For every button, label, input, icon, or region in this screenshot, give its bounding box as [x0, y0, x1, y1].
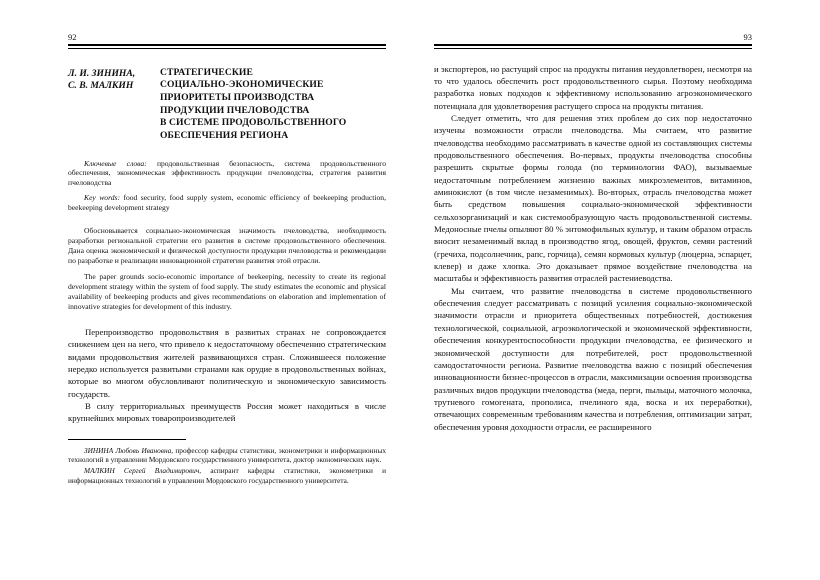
folio-right — [434, 28, 752, 42]
author-line-1: Л. И. ЗИНИНА, — [68, 67, 136, 79]
author-line-2: С. В. МАЛКИН — [68, 80, 134, 92]
footnote-author-2-name: МАЛКИН Сергей Владимирович, — [84, 466, 202, 476]
header-rule-thick-right — [434, 44, 752, 46]
left-page — [68, 28, 386, 486]
title-line-2: СОЦИАЛЬНО-ЭКОНОМИЧЕСКИЕ — [160, 79, 324, 91]
keywords-russian — [68, 159, 386, 189]
article-heading — [68, 67, 386, 143]
footnote-author-2 — [68, 466, 386, 485]
footnote-author-2-text: аспирант кафедры статистики, эконометрики и информационных технологий в управлении Мордовского государственного университета. — [68, 466, 387, 485]
abstract-english: The paper grounds socio-economic importance of beekeeping, necessity to create its regional development strategy within the system of food supply. The study estimates the economic and physical availability of beekeeping products and gives recommendations on elaboration and implementation of innovative strategies for development of this industry. — [68, 271, 386, 311]
body-paragraph: В силу территориальных преимуществ Россия может находиться в числе крупнейших мировых товаропроизводителей — [68, 401, 386, 424]
footnote-separator — [68, 439, 186, 440]
body-paragraph: Следует отметить, что для решения этих проблем до сих пор недостаточно изучены возможности отрасли пчеловодства. Мы считаем, что развитие пчеловодства необходимо рассматривать в качестве одной из составляющих системы продовольственного обеспечения. Во-первых, продукты пчеловодства способны разрешить скрытые формы голода (по терминологии ФАО), вызываемые недостаточным потреблением жизненно важных микроэлементов, витаминов, аминокислот (в том числе незаменимых). Во-вторых, отрасль пчеловодства может быть средством повышения социально-экономической эффективности сельхозорганизаций и как системообразующую часть продовольственной системы. Медоносные пчелы опыляют 80 % энтомофильных культур, и таким образом отрасль вносит незаменимый вклад в производство ягод, овощей, фруктов, семян растений (гречиха, подсолнечник, рапс, горчица), семян кормовых культур (люцерна, эспарцет, клевер) и даже хлопка. Это доказывает прямое воздействие пчеловодства на масштабы и эффективность развития отраслей растениеводства. — [434, 112, 752, 284]
folio-left — [68, 28, 386, 42]
abstract-russian: Обосновывается социально-экономическая значимость пчеловодства, необходимость разработки региональной стратегии его развития в системе продовольственного обеспечения. Дана оценка экономической и физической доступности продукции пчеловодства и рекомендации по разработке и реализации инновационной стратегии развития этой отрасли. — [68, 225, 386, 265]
header-rule-thick-left — [68, 44, 386, 46]
title-line-6: ОБЕСПЕЧЕНИЯ РЕГИОНА — [160, 129, 289, 141]
page-number-right: 93 — [743, 32, 752, 42]
right-page — [434, 28, 752, 433]
keywords-english-text: food security, food supply system, economic efficiency of beekeeping production, beekeeping development strategy — [68, 193, 386, 212]
keywords-russian-label: Ключевые слова: — [84, 158, 147, 168]
article-title — [160, 67, 346, 143]
footnote-author-1-text: профессор кафедры статистики, эконометрики и информационных технологий в управлении Мордовского государственного университета, доктор экономических наук. — [68, 445, 386, 465]
body-paragraph: Перепроизводство продовольствия в развитых странах не сопровождается снижением цен на него, что привело к недостаточному обеспечению стратегическим видами продовольствия жителей развивающихся стран. Сложившееся положение нередко используется развитыми странами как орудие в продовольственных войнах, которые во многом обусловливают политическую и экономическую зависимость государств. — [68, 326, 386, 399]
article-authors — [68, 67, 160, 143]
body-paragraph: и экспортеров, но растущий спрос на продукты питания неудовлетворен, неcмотря на то что удалось обеспечить рост продовольственного сырья. Поэтому необходима разработка новых подходов к эффективному использованию агроэкономического потенциала для удовлетворения растущего спроса на продукты питания. — [434, 63, 752, 111]
body-paragraph: Мы считаем, что развитие пчеловодства в системе продовольственного обеспечения следует рассматривать с позиций усиления социально-экономической значимости отрасли и приоритета общественных потребностей, достижения технологической, социальной, агроэкологической и экономической эффективности, обеспечения конкурентоспособности продукции пчеловодства, ее физического и экономической доступности для потребителей, рост продовольственной самодостаточности региона. Развитие пчеловодства важно с позиций обеспечения инновационности бизнес-процессов в отрасли, максимизации освоения производства различных видов продукции пчеловодства (меда, перги, пыльцы, маточного молочка, трутневого гомогената, прополиса, пчелиного яда, воска и их переработки), отвечающих современным требованиям качества и потребления, оптимизации затрат, обеспечения уровня доходности отрасли, ее расширенного — [434, 285, 752, 432]
footnote-author-1-name: ЗИНИНА Любовь Ивановна, — [84, 445, 174, 455]
keywords-english — [68, 193, 386, 213]
keywords-english-label: Key words: — [84, 193, 121, 203]
title-line-3: ПРИОРИТЕТЫ ПРОИЗВОДСТВА — [160, 91, 315, 103]
keywords-russian-text: продовольственная безопасность, система продовольственного обеспечения, экономическая эффективность продукции пчеловодства, стратегия развития пчеловодства — [68, 158, 386, 188]
title-line-4: ПРОДУКЦИИ ПЧЕЛОВОДСТВА — [160, 104, 310, 116]
title-line-1: СТРАТЕГИЧЕСКИЕ — [160, 66, 253, 78]
page-number-left: 92 — [68, 32, 77, 42]
header-rule-thin-left — [68, 48, 386, 49]
footnote-author-1 — [68, 446, 386, 465]
title-line-5: В СИСТЕМЕ ПРОДОВОЛЬСТВЕННОГО — [160, 117, 347, 129]
